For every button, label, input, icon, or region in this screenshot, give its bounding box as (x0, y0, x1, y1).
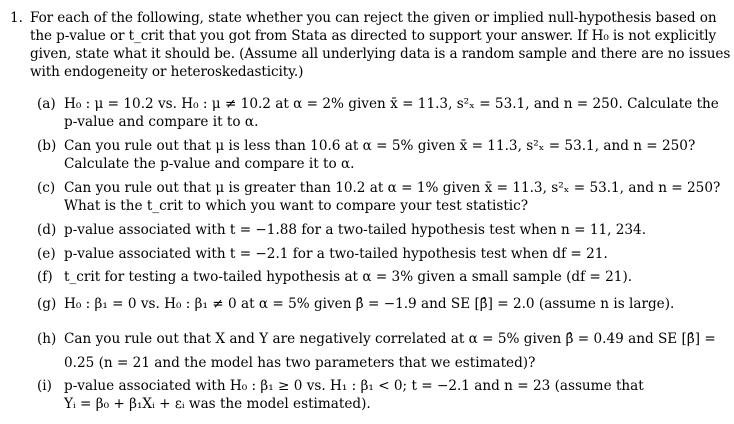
item-b-text-line: Can you rule out that μ is less than 10.6 at α = 5% given x̄ = 11.3, s²ₓ = 53.1, and n = 250? (64, 138, 696, 154)
item-h-label: (h) (37, 331, 57, 347)
item-g-text-line: H₀ : β₁ = 0 vs. H₀ : β₁ ≠ 0 at α = 5% given β̂ = −1.9 and SE [β̂] = 2.0 (assume n is large). (64, 296, 675, 312)
question-text-line: the p-value or t_crit that you got from Stata as directed to support your answer. If H₀ is not explicitly (30, 28, 717, 44)
item-d-text-line: p-value associated with t = −1.88 for a two-tailed hypothesis test when n = 11, 234. (64, 222, 647, 238)
item-b-label: (b) (37, 138, 57, 154)
item-f-text-line: t_crit for testing a two-tailed hypothesis at α = 3% given a small sample (df = 21). (64, 269, 633, 285)
question-text-line: with endogeneity or heteroskedasticity.) (30, 64, 304, 80)
item-c-text-line: Can you rule out that μ is greater than 10.2 at α = 1% given x̄ = 11.3, s²ₓ = 53.1, and n = 250? (64, 180, 721, 196)
question-text-line: For each of the following, state whether you can reject the given or implied null-hypothesis based on (30, 10, 717, 26)
item-e-text-line: p-value associated with t = −2.1 for a two-tailed hypothesis test when df = 21. (64, 246, 608, 262)
item-h-text-line: Can you rule out that X and Y are negatively correlated at α = 5% given β̂ = 0.49 and SE [β̂] = (64, 331, 716, 347)
item-b-text-line: Calculate the p-value and compare it to α. (64, 156, 355, 172)
item-a-text-line: H₀ : μ = 10.2 vs. H₀ : μ ≠ 10.2 at α = 2% given x̄ = 11.3, s²ₓ = 53.1, and n = 250. Calculate the (64, 96, 719, 112)
item-i-text-line: Yᵢ = β₀ + β₁Xᵢ + εᵢ was the model estimated). (64, 396, 371, 412)
item-i-label: (i) (37, 378, 52, 394)
item-f-label: (f) (37, 269, 53, 285)
item-i-text-line: p-value associated with H₀ : β₁ ≥ 0 vs. H₁ : β₁ < 0; t = −2.1 and n = 23 (assume that (64, 378, 644, 394)
item-e-label: (e) (37, 246, 56, 262)
item-a-text-line: p-value and compare it to α. (64, 114, 259, 130)
item-h-text-line: 0.25 (n = 21 and the model has two parameters that we estimated)? (64, 355, 536, 371)
item-g-label: (g) (37, 296, 57, 312)
item-a-label: (a) (37, 96, 56, 112)
item-c-label: (c) (37, 180, 56, 196)
question-text-line: given, state what it should be. (Assume all underlying data is a random sample and there are no issues (30, 46, 731, 62)
question-number: 1. (10, 10, 23, 26)
item-d-label: (d) (37, 222, 57, 238)
item-c-text-line: What is the t_crit to which you want to compare your test statistic? (64, 198, 529, 214)
